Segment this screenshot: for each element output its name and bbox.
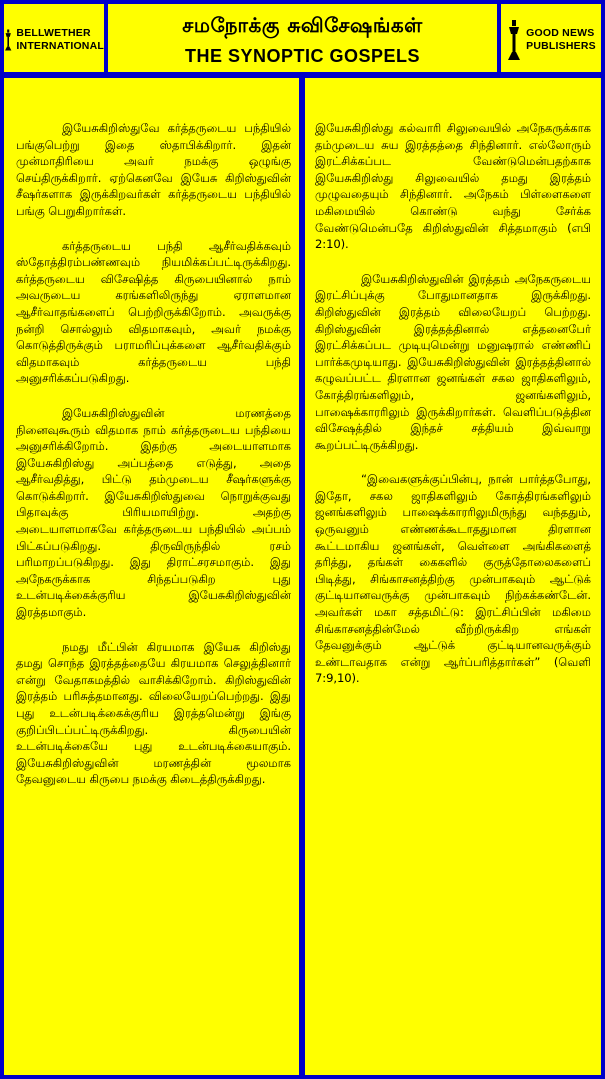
right-logo-line1: GOOD NEWS [526,27,595,39]
title-box [108,4,497,76]
left-logo-line1: BELLWETHER [16,27,91,39]
left-logo-line2: INTERNATIONAL [16,40,104,52]
paragraph: நமது மீட்பின் கிரயமாக இயேசு கிறிஸ்து தமது சொந்த இரத்தத்தையே கிரயமாக செலுத்தினார் என்று வேதாகமத்தில் வாசிக்கிறோம். கிறிஸ்துவின் இரத்தம் பரிசுத்தமானது. விலையேறப்பெற்றது. இது புது உடன்படிக்கைக்குரிய இரத்தமென்று இங்கு குறிப்பிடப்பட்டிருக்கிறது. கிருபையின் உடன்படிக்கையே புது உடன்படிக்கையாகும். இயேசுகிறிஸ்துவின் மரணத்தின் மூலமாக தேவனுடைய கிருபை நமக்கு கிடைத்திருக்கிறது. [16,639,291,787]
right-column [305,78,601,1073]
good-news-logo [497,4,601,76]
paragraph: கர்த்தருடைய பந்தி ஆசீர்வதிக்கவும் ஸ்தோத்திரம்பண்ணவும் நியமிக்கப்பட்டிருக்கிறது. கர்த்தருடைய விசேஷித்த கிருபையினால் நாம் அவருடைய கரங்களிலிருந்து ஏராளமான ஆசீர்வாதங்களைப் பெற்றிருக்கிறோம். அவருக்கு நன்றி சொல்லும் விதமாகவும், அவர் நமக்கு கொடுத்திருக்கும் பராமரிப்புக்களை ஆசீர்வதிக்கும் விதமாகவும் கர்த்தருடைய பந்தி அனுசரிக்கப்படுகிறது. [16,238,291,386]
paragraph: இயேசுகிறிஸ்துவே கர்த்தருடைய பந்தியில் பங்குபெற்று இதை ஸ்தாபிக்கிறார். இதன் முன்மாதிரியை அவர் நமக்கு ஒழுங்கு செய்திருக்கிறார். ஏற்கெனவே இயேசு கிறிஸ்துவின் சீஷர்களாக இருக்கிறவர்கள் கர்த்தருடைய பந்தியில் பங்கு பெறுகிறார்கள். [16,121,291,218]
page-header [0,0,605,78]
lamp-stand-icon [506,20,522,60]
lamp-stand-icon [4,20,12,60]
good-news-logo-text [526,27,596,53]
scripture-quote: “இவைகளுக்குப்பின்பு, நான் பார்த்தபோது, இதோ, சகல ஜாதிகளிலும் கோத்திரங்களிலும் ஜனங்களிலும் பாஷைக்காரரிலுமிருந்து வந்ததும், ஒருவனும் எண்ணக்கூடாததுமான திரளான கூட்டமாகிய ஜனங்கள், வெள்ளை அங்கிகளைத் தரித்து, தங்கள் கைகளில் குருத்தோலைகளைப் பிடித்து, சிங்காசனத்திற்கு முன்பாகவும் ஆட்டுக் குட்டியானவருக்கு முன்பாகவும் நிற்கக்கண்டேன். அவர்கள் மகா சத்தமிட்டு: இரட்சிப்பின் மகிமை சிங்காசனத்தின்மேல் வீற்றிருக்கிற எங்கள் தேவனுக்கும் ஆட்டுக் குட்டியானவருக்கும் உண்டாவதாக என்று ஆர்ப்பரித்தார்கள்” (வெளி 7:9,10). [315,472,591,686]
paragraph: இயேசுகிறிஸ்து கல்வாரி சிலுவையில் அநேகருக்காக தம்முடைய சுய இரத்தத்தை சிந்தினார். எல்லோரும் இரட்சிக்கப்பட வேண்டுமென்பதற்காக இயேசுகிறிஸ்து சிலுவையில் தமது இரத்தம் முழுவதையும் சிந்தினார். அநேகம் பிள்ளைகளை மகிமையில் கொண்டு வந்து சேர்க்க வேண்டுமென்பதே கிறிஸ்துவின் சித்தமாகும் (எபி 2:10). [315,121,591,252]
paragraph: இயேசுகிறிஸ்துவின் மரணத்தை நினைவுகூரும் விதமாக நாம் கர்த்தருடைய பந்தியை அனுசரிக்கிறோம். இதற்கு அடையாளமாக இயேசுகிறிஸ்து அப்பத்தை எடுத்து, அதை ஆசீர்வதித்து, பிட்டு தம்முடைய சீஷர்களுக்கு கொடுக்கிறார். இயேசுகிறிஸ்துவை நொறுக்குவது பிதாவுக்கு பிரியமாயிற்று. அதற்கு அடையாளமாகவே கர்த்தருடைய பந்தியில் அப்பம் பிட்கப்படுகிறது. திருவிருந்தில் ரசம் பரிமாறப்படுகிறது. இது திராட்சரசமாகும். இது அநேகருக்காக சிந்தப்படுகிற புது உடன்படிக்கைக்குரிய இயேசுகிறிஸ்துவின் இரத்தமாகும். [16,405,291,620]
left-column [4,78,299,1073]
page-title-english: THE SYNOPTIC GOSPELS [184,46,421,66]
bellwether-logo [4,4,108,76]
page-title-tamil: சமநோக்கு சுவிசேஷங்கள் [182,13,423,37]
paragraph: இயேசுகிறிஸ்துவின் இரத்தம் அநேகருடைய இரட்சிப்புக்கு போதுமானதாக இருக்கிறது. கிறிஸ்துவின் இரத்தம் விலையேறப் பெற்றது. கிறிஸ்துவின் இரத்தத்தினால் எத்தனைபேர் இரட்சிக்கப்பட முடியுமென்று மனுஷரால் எண்ணிப் பார்க்கமுடியாது. இயேசுகிறிஸ்துவின் இரத்தத்தினால் கழுவப்பட்ட திரளான ஜனங்கள் சகல ஜாதிகளிலும், கோத்திரங்களிலும், ஜனங்களிலும், பாஷைக்காரரிலும் இருக்கிறார்கள். வெளிப்படுத்தின விசேஷத்தில் இந்தச் சத்தியம் இவ்வாறு கூறப்பட்டிருக்கிறது. [315,271,591,452]
right-logo-line2: PUBLISHERS [526,40,596,52]
bellwether-logo-text [16,27,104,53]
